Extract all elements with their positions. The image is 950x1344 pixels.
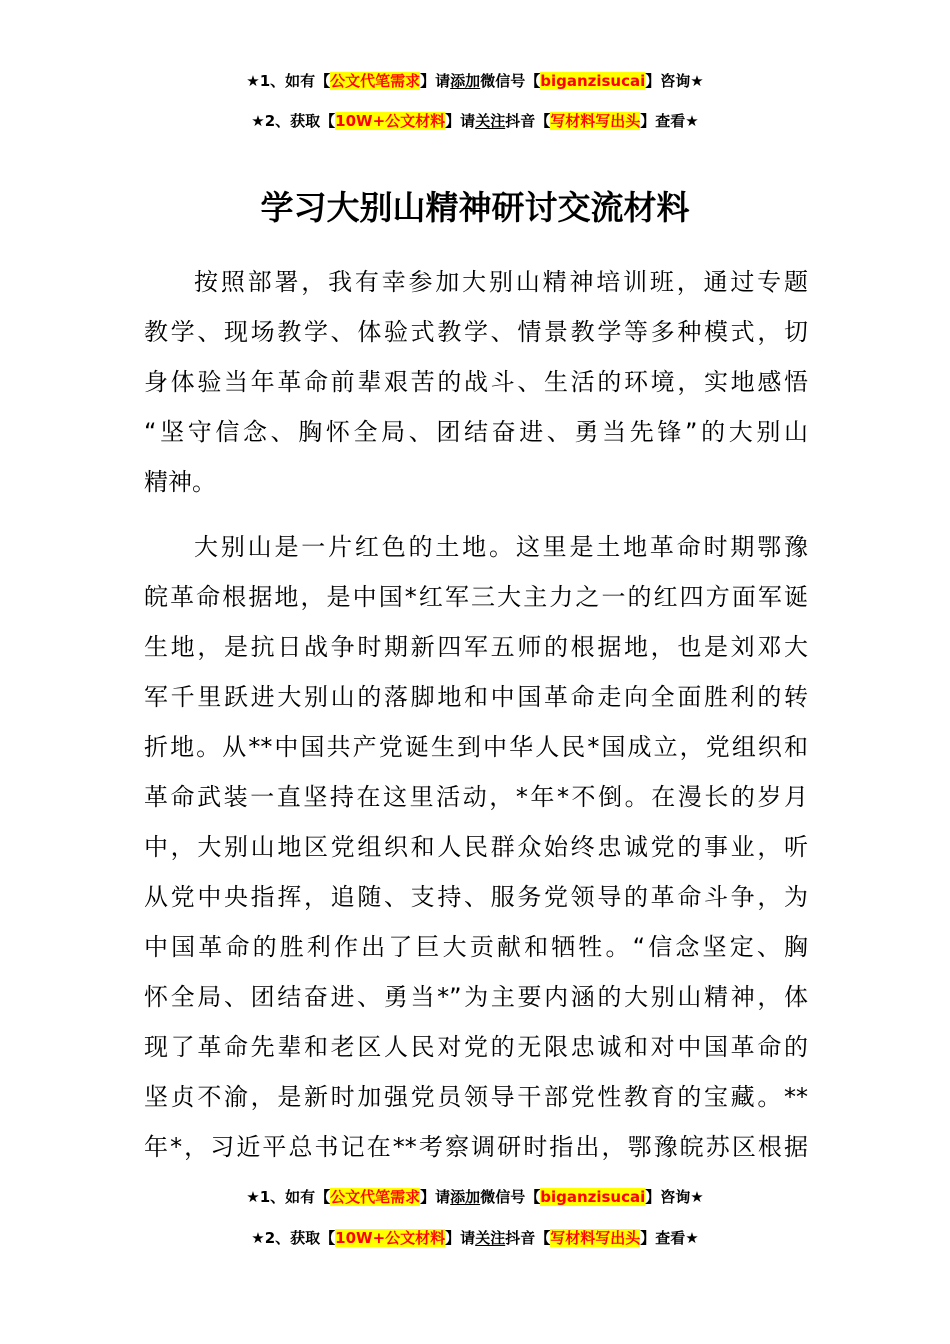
paragraph-line: 现了革命先辈和老区人民对党的无限忠诚和对中国革命的 [144, 1033, 808, 1061]
paragraph-line: 教学、现场教学、体验式教学、情景教学等多种模式，切 [144, 318, 808, 346]
star-icon: ★ [685, 1229, 699, 1247]
top-notice-line-2 [0, 111, 950, 131]
underlined-text: 添加 [450, 72, 481, 90]
star-icon: ★ [685, 112, 699, 130]
notice-text: 】请 [445, 112, 476, 130]
underlined-text: 关注 [475, 112, 506, 130]
paragraph-line: 生地，是抗日战争时期新四军五师的根据地，也是刘邓大 [144, 633, 808, 661]
notice-text: 】请 [420, 1188, 451, 1206]
paragraph-line: 按照部署，我有幸参加大别山精神培训班，通过专题 [194, 268, 808, 296]
underlined-text: 关注 [475, 1229, 506, 1247]
highlight-service: 公文代笔需求 [330, 1188, 421, 1206]
notice-text: 抖音【 [505, 1229, 551, 1247]
paragraph-line: 精神。 [144, 468, 216, 496]
highlight-douyin-id: 写材料写出头 [550, 112, 641, 130]
highlight-materials: 10W+公文材料 [335, 112, 446, 130]
notice-text: 1、如有【 [259, 72, 331, 90]
highlight-douyin-id: 写材料写出头 [550, 1229, 641, 1247]
notice-text: 微信号【 [480, 72, 541, 90]
paragraph-line: “坚守信念、胸怀全局、团结奋进、勇当先锋”的大别山 [144, 418, 808, 446]
bottom-notice-line-2 [0, 1228, 950, 1248]
highlight-wechat-id: biganzisucai [540, 1188, 646, 1206]
notice-text: 】查看 [640, 112, 686, 130]
bottom-notice-line-1 [0, 1187, 950, 1207]
notice-text: 】咨询 [645, 72, 691, 90]
paragraph-line: 身体验当年革命前辈艰苦的战斗、生活的环境，实地感悟 [144, 368, 808, 396]
star-icon: ★ [690, 72, 704, 90]
paragraph-line: 坚贞不渝，是新时加强党员领导干部党性教育的宝藏。** [144, 1083, 808, 1111]
notice-text: 2、获取【 [264, 112, 336, 130]
star-icon: ★ [251, 1229, 265, 1247]
paragraph-line: 从党中央指挥，追随、支持、服务党领导的革命斗争，为 [144, 883, 808, 911]
notice-text: 】请 [420, 72, 451, 90]
paragraph-line: 大别山是一片红色的土地。这里是土地革命时期鄂豫 [194, 533, 808, 561]
paragraph-line: 折地。从**中国共产党诞生到中华人民*国成立，党组织和 [144, 733, 808, 761]
highlight-service: 公文代笔需求 [330, 72, 421, 90]
paragraph-line: 中国革命的胜利作出了巨大贡献和牺牲。“信念坚定、胸 [144, 933, 808, 961]
highlight-wechat-id: biganzisucai [540, 72, 646, 90]
highlight-materials: 10W+公文材料 [335, 1229, 446, 1247]
underlined-text: 添加 [450, 1188, 481, 1206]
notice-text: 】咨询 [645, 1188, 691, 1206]
notice-text: 1、如有【 [259, 1188, 331, 1206]
paragraph-line: 中，大别山地区党组织和人民群众始终忠诚党的事业，听 [144, 833, 808, 861]
paragraph-2 [144, 522, 808, 1172]
star-icon: ★ [690, 1188, 704, 1206]
notice-text: 微信号【 [480, 1188, 541, 1206]
paragraph-line: 革命武装一直坚持在这里活动，*年*不倒。在漫长的岁月 [144, 783, 808, 811]
notice-text: 】查看 [640, 1229, 686, 1247]
notice-text: 2、获取【 [264, 1229, 336, 1247]
top-notice-line-1 [0, 71, 950, 91]
notice-text: 】请 [445, 1229, 476, 1247]
paragraph-1 [144, 257, 808, 507]
star-icon: ★ [246, 72, 260, 90]
star-icon: ★ [251, 112, 265, 130]
paragraph-line: 怀全局、团结奋进、勇当*”为主要内涵的大别山精神，体 [144, 983, 808, 1011]
star-icon: ★ [246, 1188, 260, 1206]
paragraph-line: 军千里跃进大别山的落脚地和中国革命走向全面胜利的转 [144, 683, 808, 711]
notice-text: 抖音【 [505, 112, 551, 130]
paragraph-line: 皖革命根据地，是中国*红军三大主力之一的红四方面军诞 [144, 583, 808, 611]
paragraph-line: 年*，习近平总书记在**考察调研时指出，鄂豫皖苏区根据 [144, 1133, 808, 1161]
document-title: 学习大别山精神研讨交流材料 [260, 188, 690, 227]
